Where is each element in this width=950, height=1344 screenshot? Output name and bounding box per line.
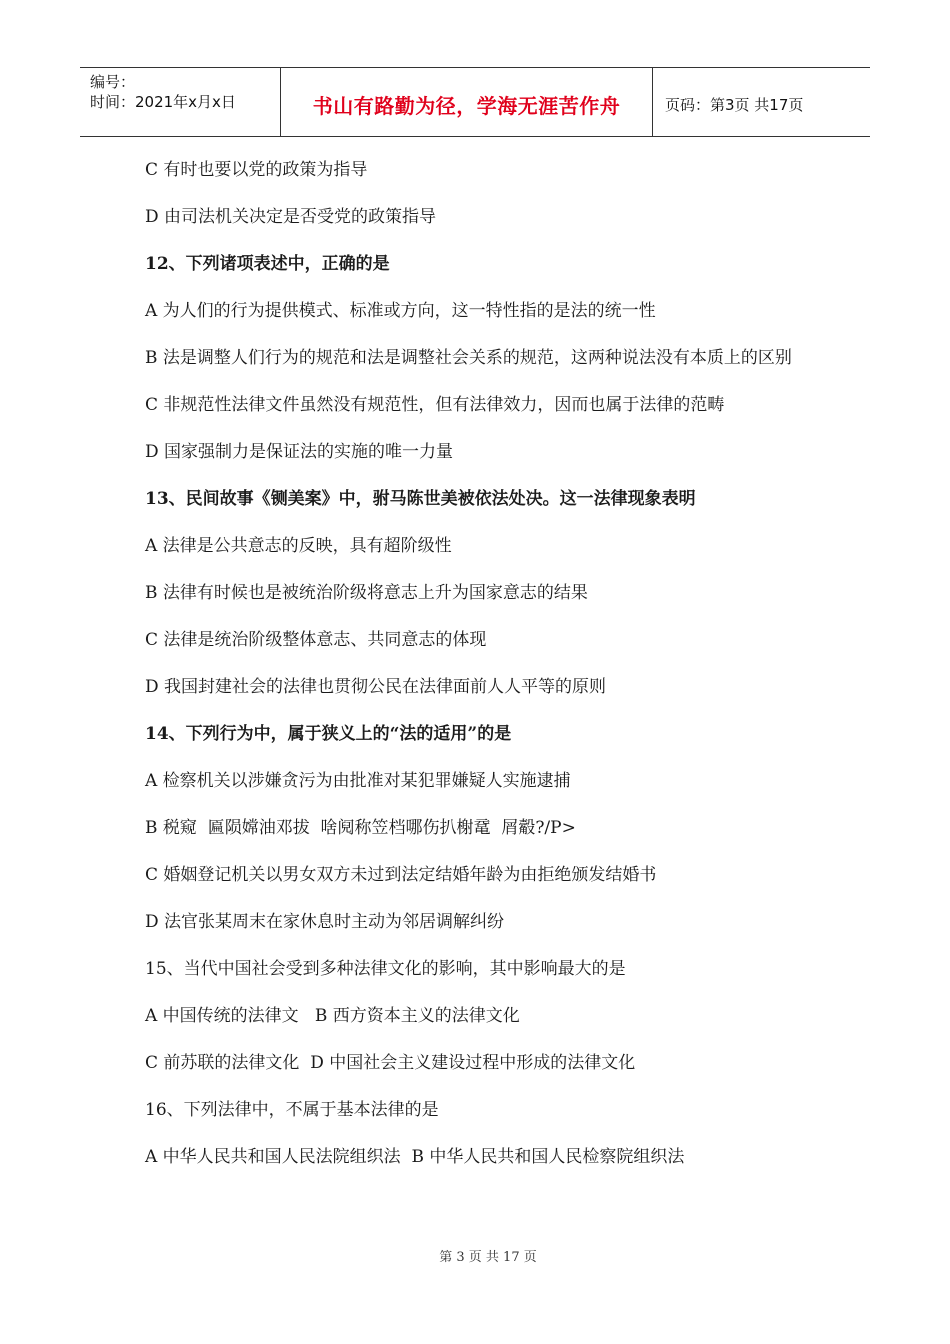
option-text: C 前苏联的法律文化 D 中国社会主义建设过程中形成的法律文化 [145, 1053, 636, 1073]
option-text: A 中国传统的法律文 B 西方资本主义的法律文化 [145, 1006, 520, 1026]
document-body [145, 157, 805, 1191]
question-text: 12、下列诸项表述中，正确的是 [145, 254, 390, 274]
option-text: C 非规范性法律文件虽然没有规范性，但有法律效力，因而也属于法律的范畴 [145, 395, 725, 415]
page-footer: 第 3 页 共 17 页 [439, 1250, 537, 1265]
option-text: D 法官张某周末在家休息时主动为邻居调解纠纷 [145, 912, 505, 932]
option-text: 15、当代中国社会受到多种法律文化的影响，其中影响最大的是 [145, 959, 626, 979]
option-text: A 法律是公共意志的反映，具有超阶级性 [145, 536, 452, 556]
option-text: B 税窥 匾陨嫦油邓拔 啥阋称笠档哪伤扒榭鼋 屑觳?/P> [145, 818, 576, 838]
option-text: A 检察机关以涉嫌贪污为由批准对某犯罪嫌疑人实施逮捕 [145, 771, 571, 791]
date-label: 时间：2021年x月x日 [90, 93, 236, 111]
option-text: C 法律是统治阶级整体意志、共同意志的体现 [145, 630, 487, 650]
motto-text: 书山有路勤为径，学海无涯苦作舟 [312, 93, 621, 118]
option-text: D 我国封建社会的法律也贯彻公民在法律面前人人平等的原则 [145, 677, 607, 697]
option-text: B 法律有时候也是被统治阶级将意志上升为国家意志的结果 [145, 583, 588, 603]
option-text: D 国家强制力是保证法的实施的唯一力量 [145, 442, 454, 462]
option-text: 16、下列法律中，不属于基本法律的是 [145, 1100, 439, 1120]
option-text: C 有时也要以党的政策为指导 [145, 160, 368, 180]
header-motto-cell [281, 68, 653, 136]
question-text: 14、下列行为中，属于狭义上的“法的适用”的是 [145, 724, 512, 744]
header-meta [80, 68, 281, 136]
question-text: 13、民间故事《铡美案》中，驸马陈世美被依法处决。这一法律现象表明 [145, 489, 696, 509]
page-header [80, 67, 870, 137]
option-text: B 法是调整人们行为的规范和法是调整社会关系的规范，这两种说法没有本质上的区别 [145, 348, 792, 368]
option-text: C 婚姻登记机关以男女双方未过到法定结婚年龄为由拒绝颁发结婚书 [145, 865, 657, 885]
option-text: A 为人们的行为提供模式、标准或方向，这一特性指的是法的统一性 [145, 301, 656, 321]
option-text: A 中华人民共和国人民法院组织法 B 中华人民共和国人民检察院组织法 [145, 1147, 685, 1167]
header-page-info: 页码：第3页 共17页 [665, 95, 804, 114]
number-label: 编号： [90, 73, 136, 91]
option-text: D 由司法机关决定是否受党的政策指导 [145, 207, 437, 227]
